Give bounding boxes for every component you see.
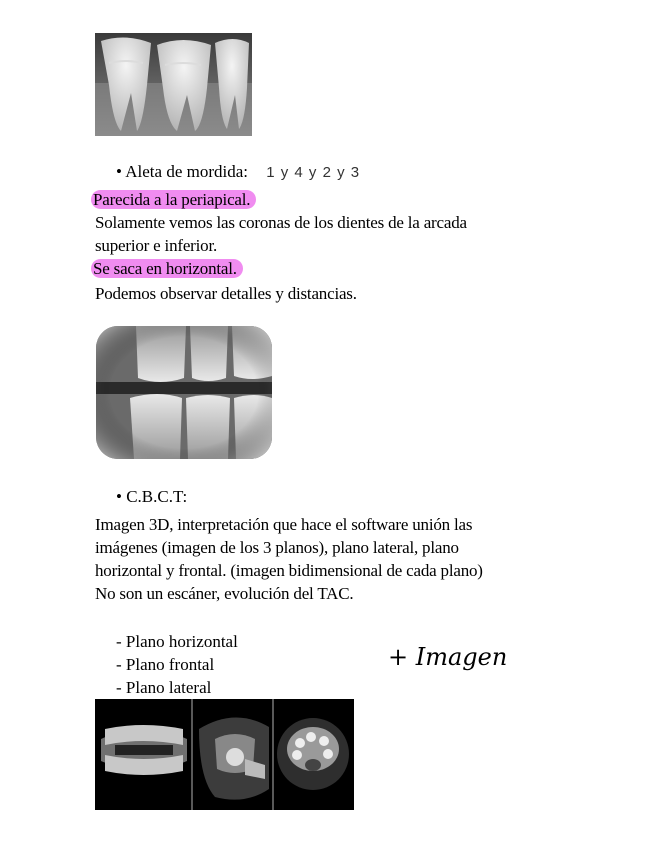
plane-item-lateral: - Plano lateral <box>116 678 212 697</box>
bitewing-heading: • Aleta de mordida: <box>116 162 248 181</box>
plane-item-frontal: - Plano frontal <box>116 655 215 674</box>
bitewing-bullet <box>116 161 360 184</box>
highlighted-text: Parecida a la periapical. <box>91 190 256 209</box>
plane-item-horizontal: - Plano horizontal <box>116 632 238 651</box>
handwritten-annotation: + Imagen <box>388 643 508 671</box>
bitewing-line-5: Podemos observar detalles y distancias. <box>95 284 357 303</box>
cbct-line-1: Imagen 3D, interpretación que hace el software unión las <box>95 515 473 534</box>
bitewing-xray-image <box>96 326 272 459</box>
cbct-line-3: horizontal y frontal. (imagen bidimensional de cada plano) <box>95 561 483 580</box>
molar-xray-image <box>95 33 252 136</box>
highlighted-text: Se saca en horizontal. <box>91 259 243 278</box>
bitewing-note: 1 y 4 y 2 y 3 <box>266 164 361 181</box>
bitewing-line-2: Solamente vemos las coronas de los dientes de la arcada <box>95 213 467 232</box>
cbct-scan-image <box>95 699 354 810</box>
bitewing-line-4 <box>95 258 243 280</box>
cbct-line-4: No son un escáner, evolución del TAC. <box>95 584 354 603</box>
bitewing-line-1 <box>95 189 256 211</box>
bitewing-line-3: superior e inferior. <box>95 236 218 255</box>
cbct-line-2: imágenes (imagen de los 3 planos), plano lateral, plano <box>95 538 459 557</box>
cbct-heading: • C.B.C.T: <box>116 487 188 506</box>
